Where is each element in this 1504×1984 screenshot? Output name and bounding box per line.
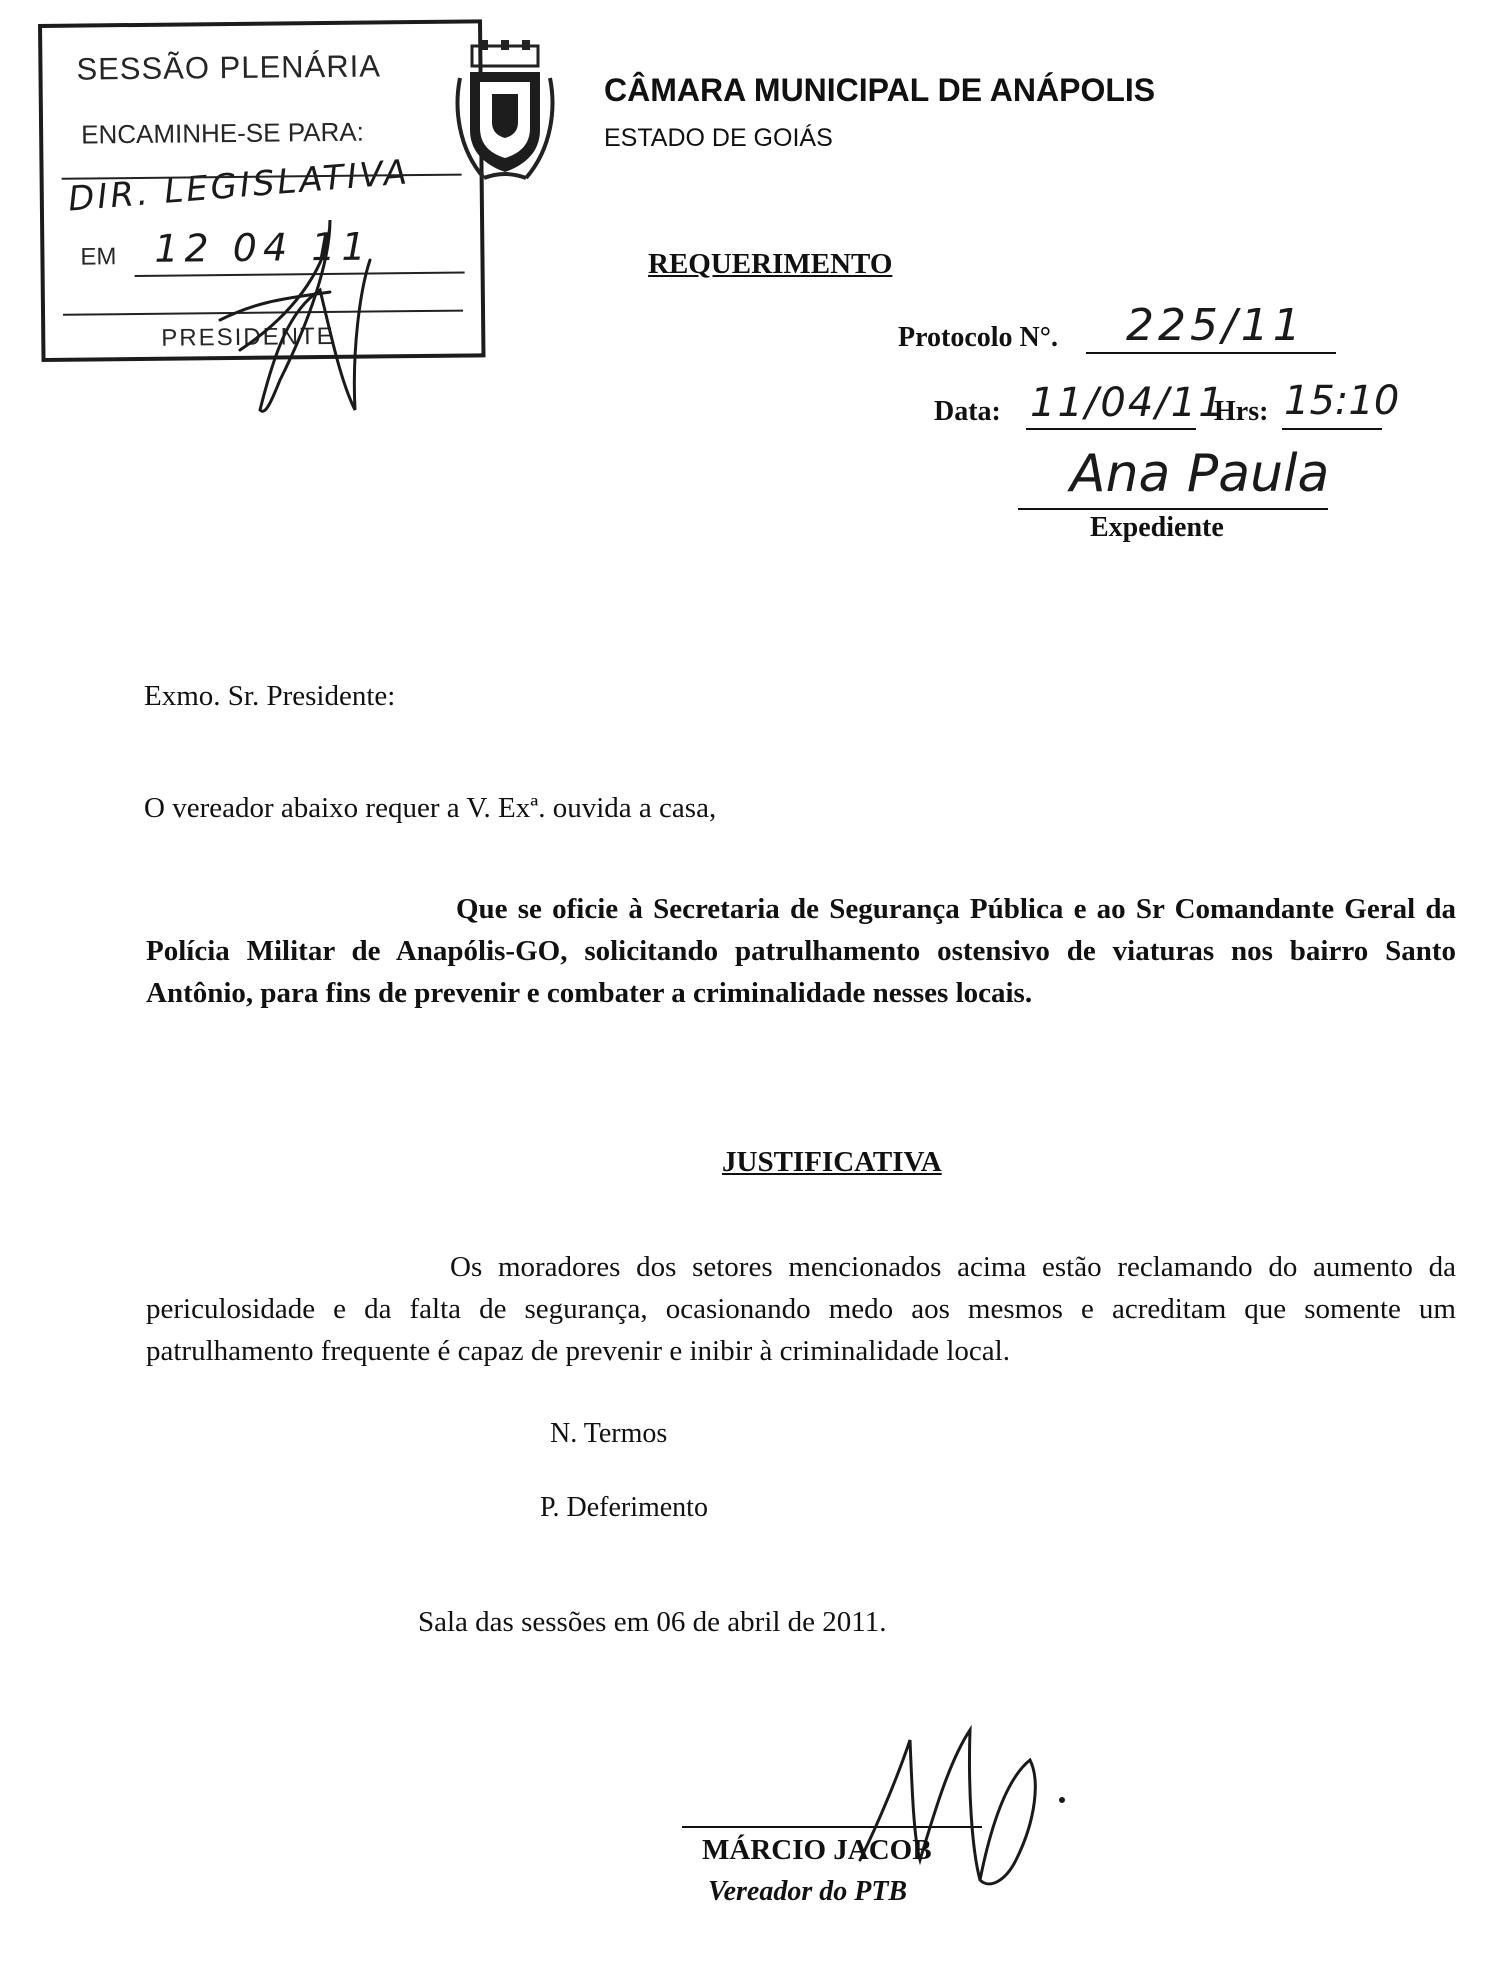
justification-title: JUSTIFICATIVA [722,1146,942,1178]
stamp-destination: DIR. LEGISLATIVA [66,152,412,220]
protocol-date-label: Data: [934,396,1001,427]
stamp-forward-label: ENCAMINHE-SE PARA: [81,116,364,150]
place-and-date: Sala das sessões em 06 de abril de 2011. [418,1606,887,1638]
stamp-date-prefix: EM [80,243,117,271]
protocol-hours-value: 15:10 [1284,378,1400,424]
opening-line: O vereador abaixo requer a V. Exª. ouvida a casa, [144,792,717,824]
protocol-hours-line [1282,428,1382,430]
councilman-role: Vereador do PTB [708,1876,908,1907]
protocol-date-line [1026,428,1196,430]
stamp-title: SESSÃO PLENÁRIA [76,48,382,87]
salutation: Exmo. Sr. Presidente: [144,680,396,712]
coat-of-arms-icon [450,38,560,188]
protocol-date-value: 11/04/11 [1030,380,1226,426]
protocol-number-value: 225/11 [1126,300,1305,351]
clerk-signature-line [1018,508,1328,510]
document-title: REQUERIMENTO [648,248,893,280]
request-paragraph: Que se oficie à Secretaria de Segurança Pública e ao Sr Comandante Geral da Polícia Militar de Anapólis-GO, solicitando patrulhamento ostensivo de viaturas nos bairro Santo Antônio, para fins de prevenir e combater a criminalidade nesses locais. [146,893,1456,1009]
clerk-signature: Ana Paula [1070,444,1330,504]
institution-name: CÂMARA MUNICIPAL DE ANÁPOLIS [604,72,1156,108]
closing-terms: N. Termos [550,1418,668,1449]
protocol-number-line [1086,352,1336,354]
president-signature [180,200,380,430]
justification-paragraph: Os moradores dos setores mencionados acima estão reclamando do aumento da periculosidade e da falta de segurança, ocasionando medo aos mesmos e acreditam que somente um patrulhamento frequente é capaz de prevenir e inibir à criminalidade local. [146,1251,1456,1367]
councilman-name: MÁRCIO JACOB [702,1834,932,1866]
protocol-hours-label: Hrs: [1214,396,1269,427]
clerk-label: Expediente [1090,512,1224,543]
protocol-number-label: Protocolo N°. [898,322,1058,353]
stamp-date: 12 04 11 [154,224,372,271]
stamp-signature-label: PRESIDENTE [161,322,335,352]
institution-state: ESTADO DE GOIÁS [604,124,833,152]
closing-deferment: P. Deferimento [540,1492,708,1523]
